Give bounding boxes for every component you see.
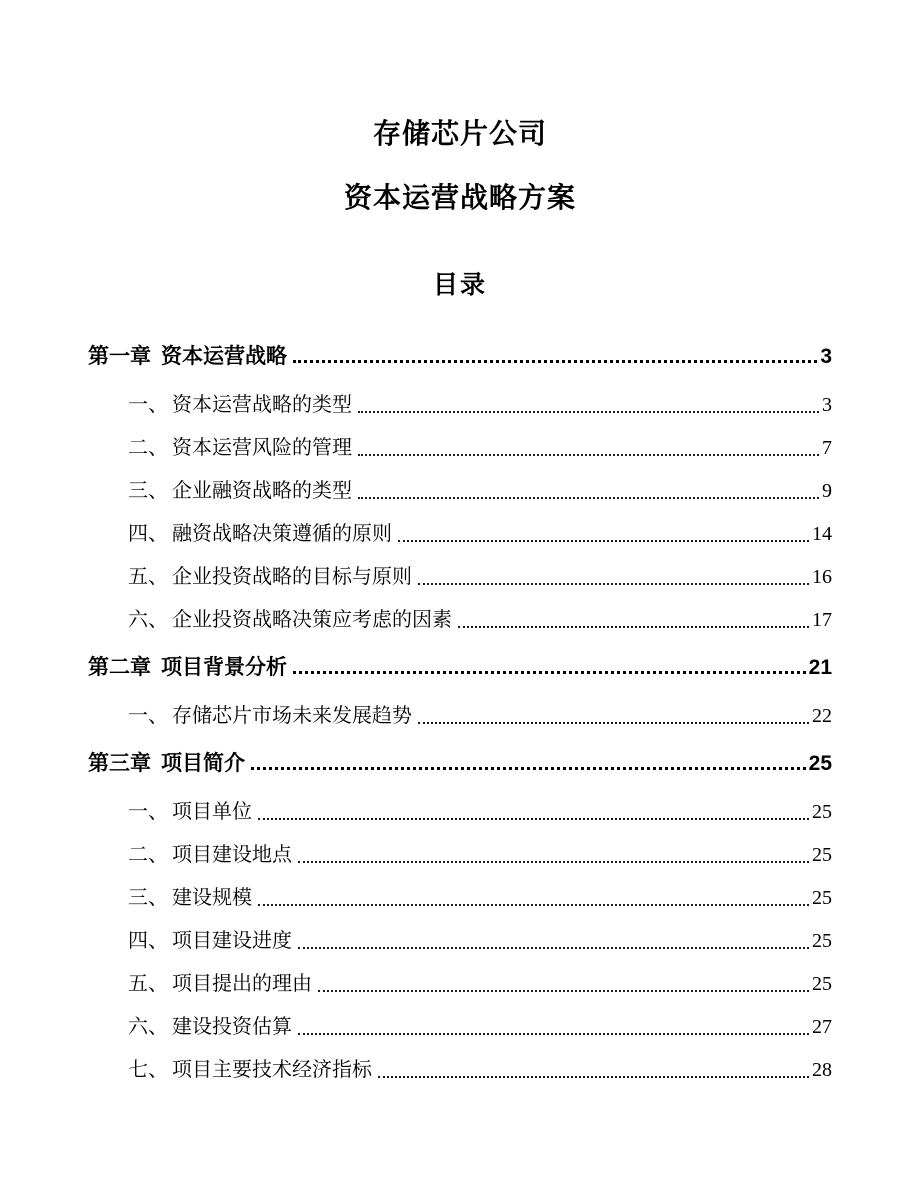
toc-entry[interactable] bbox=[88, 480, 832, 503]
toc-entry-title: 存储芯片市场未来发展趋势 bbox=[172, 705, 412, 727]
toc-entry-page: 25 bbox=[808, 752, 832, 775]
toc-entry[interactable] bbox=[88, 705, 832, 728]
toc-entry-title: 企业融资战略的类型 bbox=[172, 480, 352, 502]
document-title: 存储芯片公司 bbox=[372, 118, 547, 149]
toc-leader-dots bbox=[358, 411, 819, 413]
toc-leader-dots bbox=[358, 497, 819, 499]
toc-entry-page: 25 bbox=[812, 887, 832, 909]
toc-leader-dots bbox=[318, 990, 809, 992]
toc-entry-number: 一、 bbox=[128, 705, 168, 727]
toc-entry[interactable] bbox=[88, 752, 832, 775]
toc-entry-title: 融资战略决策遵循的原则 bbox=[172, 523, 392, 545]
toc-entry[interactable] bbox=[88, 609, 832, 632]
toc-entry-number: 五、 bbox=[128, 973, 168, 995]
toc-entry[interactable] bbox=[88, 844, 832, 867]
toc-entry[interactable] bbox=[88, 887, 832, 910]
toc-entry-number: 第三章 bbox=[88, 752, 151, 775]
toc-leader-dots bbox=[418, 722, 809, 724]
toc-entry-page: 25 bbox=[812, 844, 832, 866]
toc-entry-page: 17 bbox=[812, 609, 832, 631]
toc-entry-number: 三、 bbox=[128, 480, 168, 502]
document-subtitle: 资本运营战略方案 bbox=[343, 182, 576, 213]
toc-entry-title: 项目单位 bbox=[172, 801, 252, 823]
toc-entry-page: 9 bbox=[822, 480, 832, 502]
toc-entry[interactable] bbox=[88, 437, 832, 460]
toc-entry[interactable] bbox=[88, 801, 832, 824]
toc-entry-number: 一、 bbox=[128, 394, 168, 416]
toc-entry-title: 资本运营战略的类型 bbox=[172, 394, 352, 416]
toc-entry-title: 企业投资战略决策应考虑的因素 bbox=[172, 609, 452, 631]
toc-entry-title: 资本运营战略 bbox=[161, 345, 287, 368]
toc-entry-title: 项目背景分析 bbox=[161, 656, 287, 679]
toc-leader-dots bbox=[258, 818, 809, 820]
toc-entry-page: 25 bbox=[812, 801, 832, 823]
toc-entry-title: 资本运营风险的管理 bbox=[172, 437, 352, 459]
toc-list bbox=[0, 345, 920, 1082]
toc-entry-number: 六、 bbox=[128, 609, 168, 631]
toc-leader-dots bbox=[298, 947, 809, 949]
toc-leader-dots bbox=[358, 454, 819, 456]
toc-leader-dots bbox=[251, 767, 806, 770]
toc-entry-page: 21 bbox=[808, 656, 832, 679]
toc-leader-dots bbox=[458, 626, 809, 628]
toc-entry-title: 项目建设进度 bbox=[172, 930, 292, 952]
toc-entry-page: 3 bbox=[820, 345, 832, 368]
toc-leader-dots bbox=[293, 360, 817, 363]
toc-entry-page: 3 bbox=[822, 394, 832, 416]
toc-entry-number: 二、 bbox=[128, 844, 168, 866]
toc-entry-page: 25 bbox=[812, 973, 832, 995]
toc-entry-page: 7 bbox=[822, 437, 832, 459]
toc-entry-number: 第一章 bbox=[88, 345, 151, 368]
toc-entry-title: 项目主要技术经济指标 bbox=[172, 1059, 372, 1081]
toc-entry-page: 28 bbox=[812, 1059, 832, 1081]
toc-entry-title: 项目建设地点 bbox=[172, 844, 292, 866]
toc-leader-dots bbox=[418, 583, 809, 585]
toc-entry-page: 22 bbox=[812, 705, 832, 727]
toc-leader-dots bbox=[298, 1033, 809, 1035]
toc-entry[interactable] bbox=[88, 1016, 832, 1039]
toc-leader-dots bbox=[298, 861, 809, 863]
toc-leader-dots bbox=[293, 671, 806, 674]
toc-entry-title: 建设投资估算 bbox=[172, 1016, 292, 1038]
toc-entry[interactable] bbox=[88, 930, 832, 953]
toc-entry-number: 四、 bbox=[128, 930, 168, 952]
toc-entry-number: 第二章 bbox=[88, 656, 151, 679]
toc-entry-page: 16 bbox=[812, 566, 832, 588]
toc-entry-title: 项目简介 bbox=[161, 752, 245, 775]
toc-entry-number: 六、 bbox=[128, 1016, 168, 1038]
toc-entry-number: 一、 bbox=[128, 801, 168, 823]
toc-entry-number: 七、 bbox=[128, 1059, 168, 1081]
toc-entry[interactable] bbox=[88, 566, 832, 589]
toc-entry[interactable] bbox=[88, 973, 832, 996]
document-header bbox=[0, 0, 920, 301]
toc-leader-dots bbox=[378, 1076, 809, 1078]
toc-entry[interactable] bbox=[88, 394, 832, 417]
toc-heading: 目录 bbox=[432, 271, 487, 299]
toc-entry[interactable] bbox=[88, 523, 832, 546]
toc-leader-dots bbox=[398, 540, 809, 542]
toc-entry-number: 五、 bbox=[128, 566, 168, 588]
toc-entry-page: 14 bbox=[812, 523, 832, 545]
toc-entry[interactable] bbox=[88, 656, 832, 679]
toc-entry-number: 三、 bbox=[128, 887, 168, 909]
toc-entry-page: 27 bbox=[812, 1016, 832, 1038]
toc-entry-title: 企业投资战略的目标与原则 bbox=[172, 566, 412, 588]
toc-entry[interactable] bbox=[88, 345, 832, 368]
toc-entry[interactable] bbox=[88, 1059, 832, 1082]
toc-entry-title: 项目提出的理由 bbox=[172, 973, 312, 995]
toc-entry-number: 二、 bbox=[128, 437, 168, 459]
toc-leader-dots bbox=[258, 904, 809, 906]
toc-entry-page: 25 bbox=[812, 930, 832, 952]
toc-entry-title: 建设规模 bbox=[172, 887, 252, 909]
toc-entry-number: 四、 bbox=[128, 523, 168, 545]
